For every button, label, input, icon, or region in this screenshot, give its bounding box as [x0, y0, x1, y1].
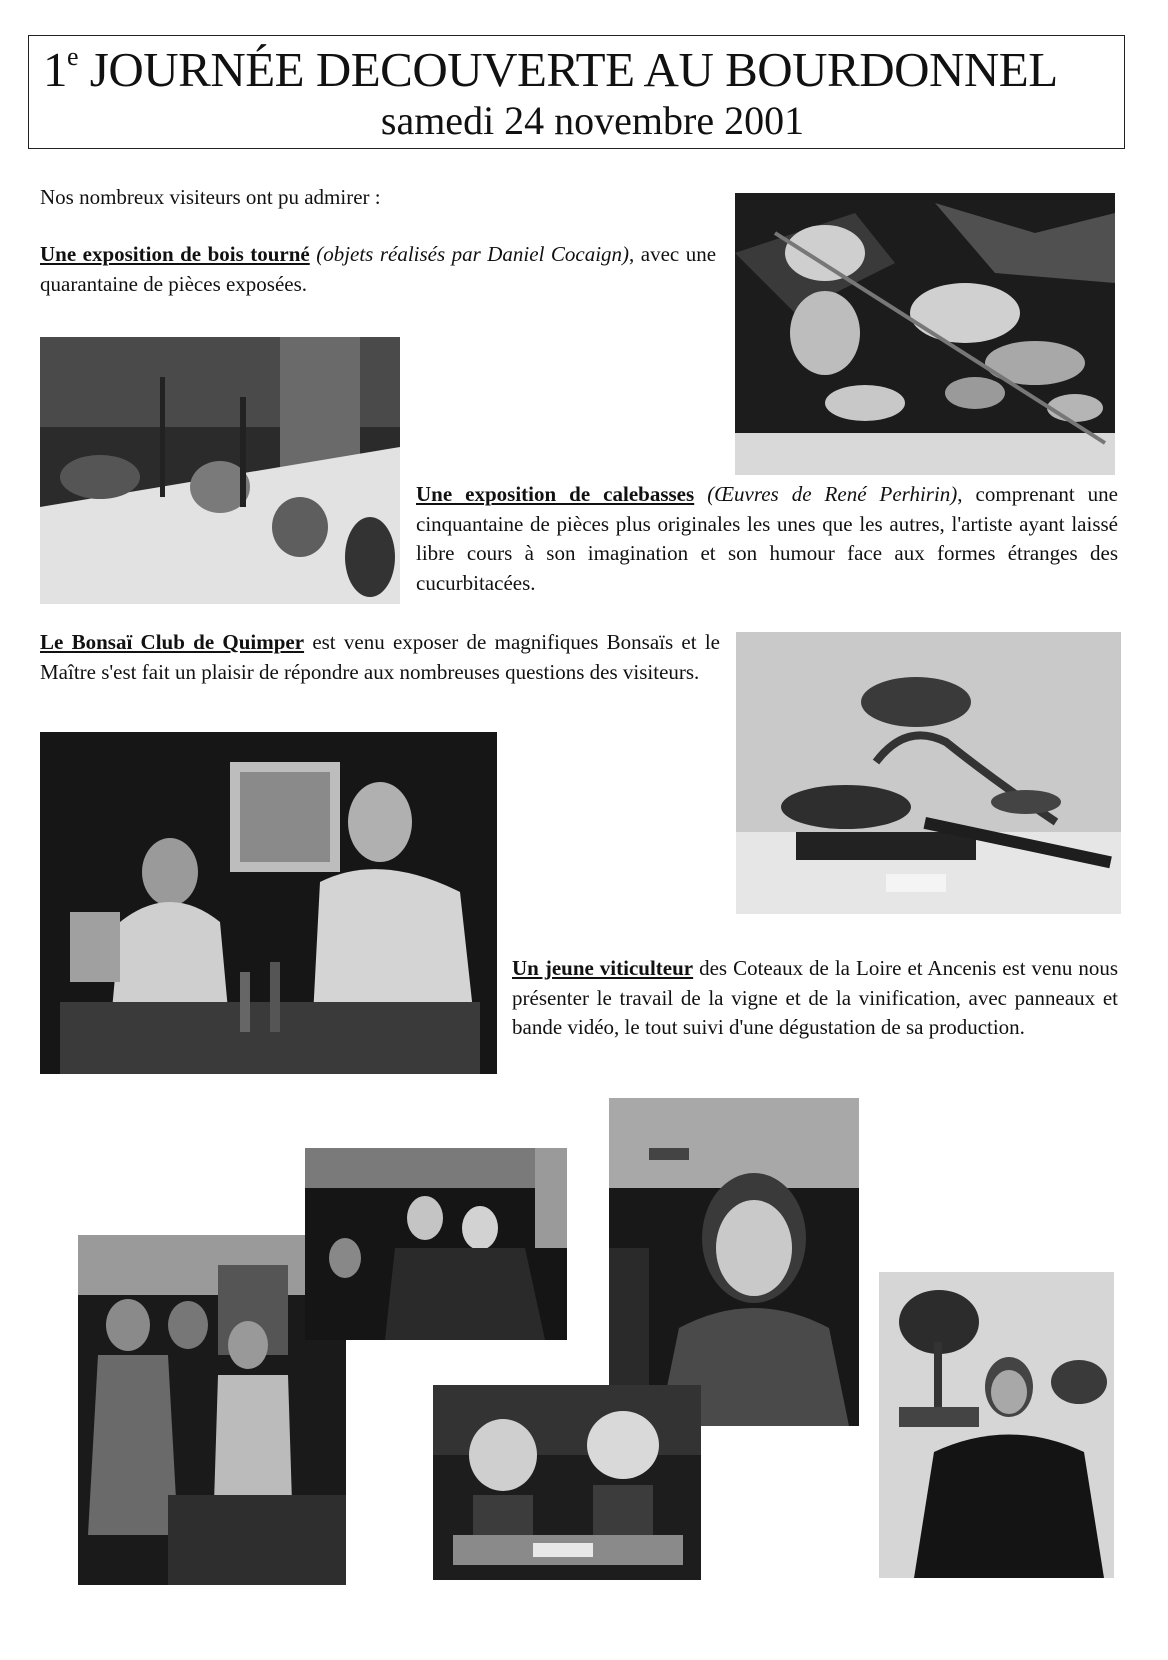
title-ordinal: 1: [43, 42, 67, 97]
photo-collage-calebasses: [433, 1385, 701, 1580]
intro-text: Nos nombreux visiteurs ont pu admirer :: [40, 185, 381, 209]
section-calebasses-text: , comprenant une cinquantaine de pièces plus originales les unes que les autres, l'artiste ayant laissé libre cours à son imagination et son humour face aux formes étranges des cucurbitacées.: [416, 482, 1118, 595]
section-viticulteur-heading: Un jeune viticulteur: [512, 956, 694, 980]
section-bois-text: , avec une quarantaine de pièces exposées.: [40, 242, 717, 296]
photo-collage-woman: [609, 1098, 859, 1426]
section-calebasses: [416, 480, 1118, 598]
section-viticulteur-text: des Coteaux de la Loire et Ancenis est venu nous présenter le travail de la vigne et de la vinification, avec panneaux et bande vidéo, le tout suivi d'une dégustation de sa production.: [512, 956, 1119, 1039]
photo-degustation: [40, 732, 497, 1074]
photo-collage-young-man: [879, 1272, 1114, 1578]
title-date: samedi 24 novembre 2001: [380, 98, 805, 143]
section-bois: [40, 240, 716, 299]
page-title: [43, 40, 1113, 100]
section-bonsai-text: est venu exposer de magnifiques Bonsaïs et le Maître s'est fait un plaisir de répondre aux nombreuses questions des visiteurs.: [40, 630, 720, 684]
title-box: [28, 35, 1125, 149]
photo-bonsai: [736, 632, 1121, 914]
section-calebasses-heading: Une exposition de calebasses: [416, 482, 695, 506]
section-bonsai: [40, 628, 720, 687]
section-bois-heading: Une exposition de bois tourné: [40, 242, 310, 266]
section-viticulteur: [512, 954, 1118, 1043]
section-calebasses-italic: (Œuvres de René Perhirin): [707, 482, 958, 506]
section-bonsai-heading: Le Bonsaï Club de Quimper: [40, 630, 305, 654]
photo-collage-group: [305, 1148, 567, 1340]
section-bois-italic: (objets réalisés par Daniel Cocaign): [316, 242, 630, 266]
photo-calebasses-table: [40, 337, 400, 604]
title-ordinal-sup: e: [67, 42, 79, 71]
title-heading: JOURNÉE DECOUVERTE AU BOURDONNEL: [89, 42, 1058, 97]
photo-bois-tourne: [735, 193, 1115, 475]
